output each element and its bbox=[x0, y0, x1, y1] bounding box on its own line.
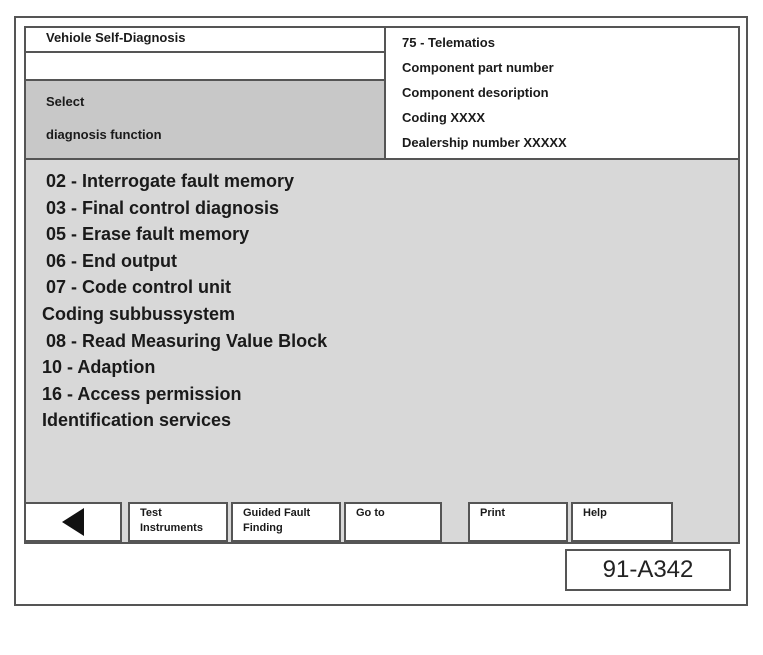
back-arrow-icon bbox=[62, 508, 84, 536]
menu-item-adaption[interactable]: 10 - Adaption bbox=[42, 357, 156, 378]
print-button[interactable]: Print bbox=[468, 502, 568, 542]
menu-item-final-control-diagnosis[interactable]: 03 - Final control diagnosis bbox=[46, 197, 280, 218]
select-prompt-line1: Select bbox=[46, 94, 85, 109]
component-description: Component desoription bbox=[402, 85, 549, 100]
header-divider bbox=[26, 158, 738, 160]
select-prompt-line2: diagnosis function bbox=[46, 127, 162, 142]
menu-item-interrogate-fault-memory[interactable]: 02 - Interrogate fault memory bbox=[46, 171, 295, 191]
guided-fault-finding-line1: Guided Fault bbox=[243, 507, 311, 519]
figure-code-label: 91-A342 bbox=[565, 549, 731, 591]
back-button[interactable] bbox=[24, 502, 122, 542]
menu-item-end-output[interactable]: 06 - End output bbox=[46, 250, 177, 271]
go-to-button[interactable]: Go to bbox=[344, 502, 442, 542]
header-left bbox=[26, 28, 384, 158]
guided-fault-finding-line2: Finding bbox=[243, 522, 283, 534]
menu-item-access-permission[interactable]: 16 - Access permission bbox=[42, 383, 242, 404]
coding-value: Coding XXXX bbox=[402, 110, 486, 125]
menu-item-code-control-unit[interactable]: 07 - Code control unit bbox=[46, 277, 232, 298]
app-title: Vehiole Self-Diagnosis bbox=[26, 28, 384, 53]
button-bar bbox=[26, 502, 738, 542]
menu-item-coding-subsystem[interactable]: Coding subbussystem bbox=[42, 303, 236, 324]
test-instruments-line1: Test bbox=[140, 507, 162, 519]
test-instruments-line2: Instruments bbox=[140, 522, 203, 534]
dealership-number: Dealership number XXXXX bbox=[402, 135, 567, 150]
test-instruments-button[interactable] bbox=[128, 502, 228, 542]
menu-item-identification-services[interactable]: Identification services bbox=[42, 410, 232, 431]
component-address: 75 - Telematios bbox=[402, 35, 495, 50]
menu-item-erase-fault-memory[interactable]: 05 - Erase fault memory bbox=[46, 224, 250, 245]
select-prompt bbox=[26, 81, 384, 158]
function-menu bbox=[42, 168, 327, 434]
help-button[interactable]: Help bbox=[571, 502, 673, 542]
component-part-number: Component part number bbox=[402, 60, 554, 75]
diagnosis-screen bbox=[24, 26, 740, 544]
guided-fault-finding-button[interactable] bbox=[231, 502, 341, 542]
component-info-panel bbox=[384, 28, 738, 158]
menu-item-read-measuring-value-block[interactable]: 08 - Read Measuring Value Block bbox=[46, 330, 328, 351]
status-bar bbox=[26, 53, 384, 81]
